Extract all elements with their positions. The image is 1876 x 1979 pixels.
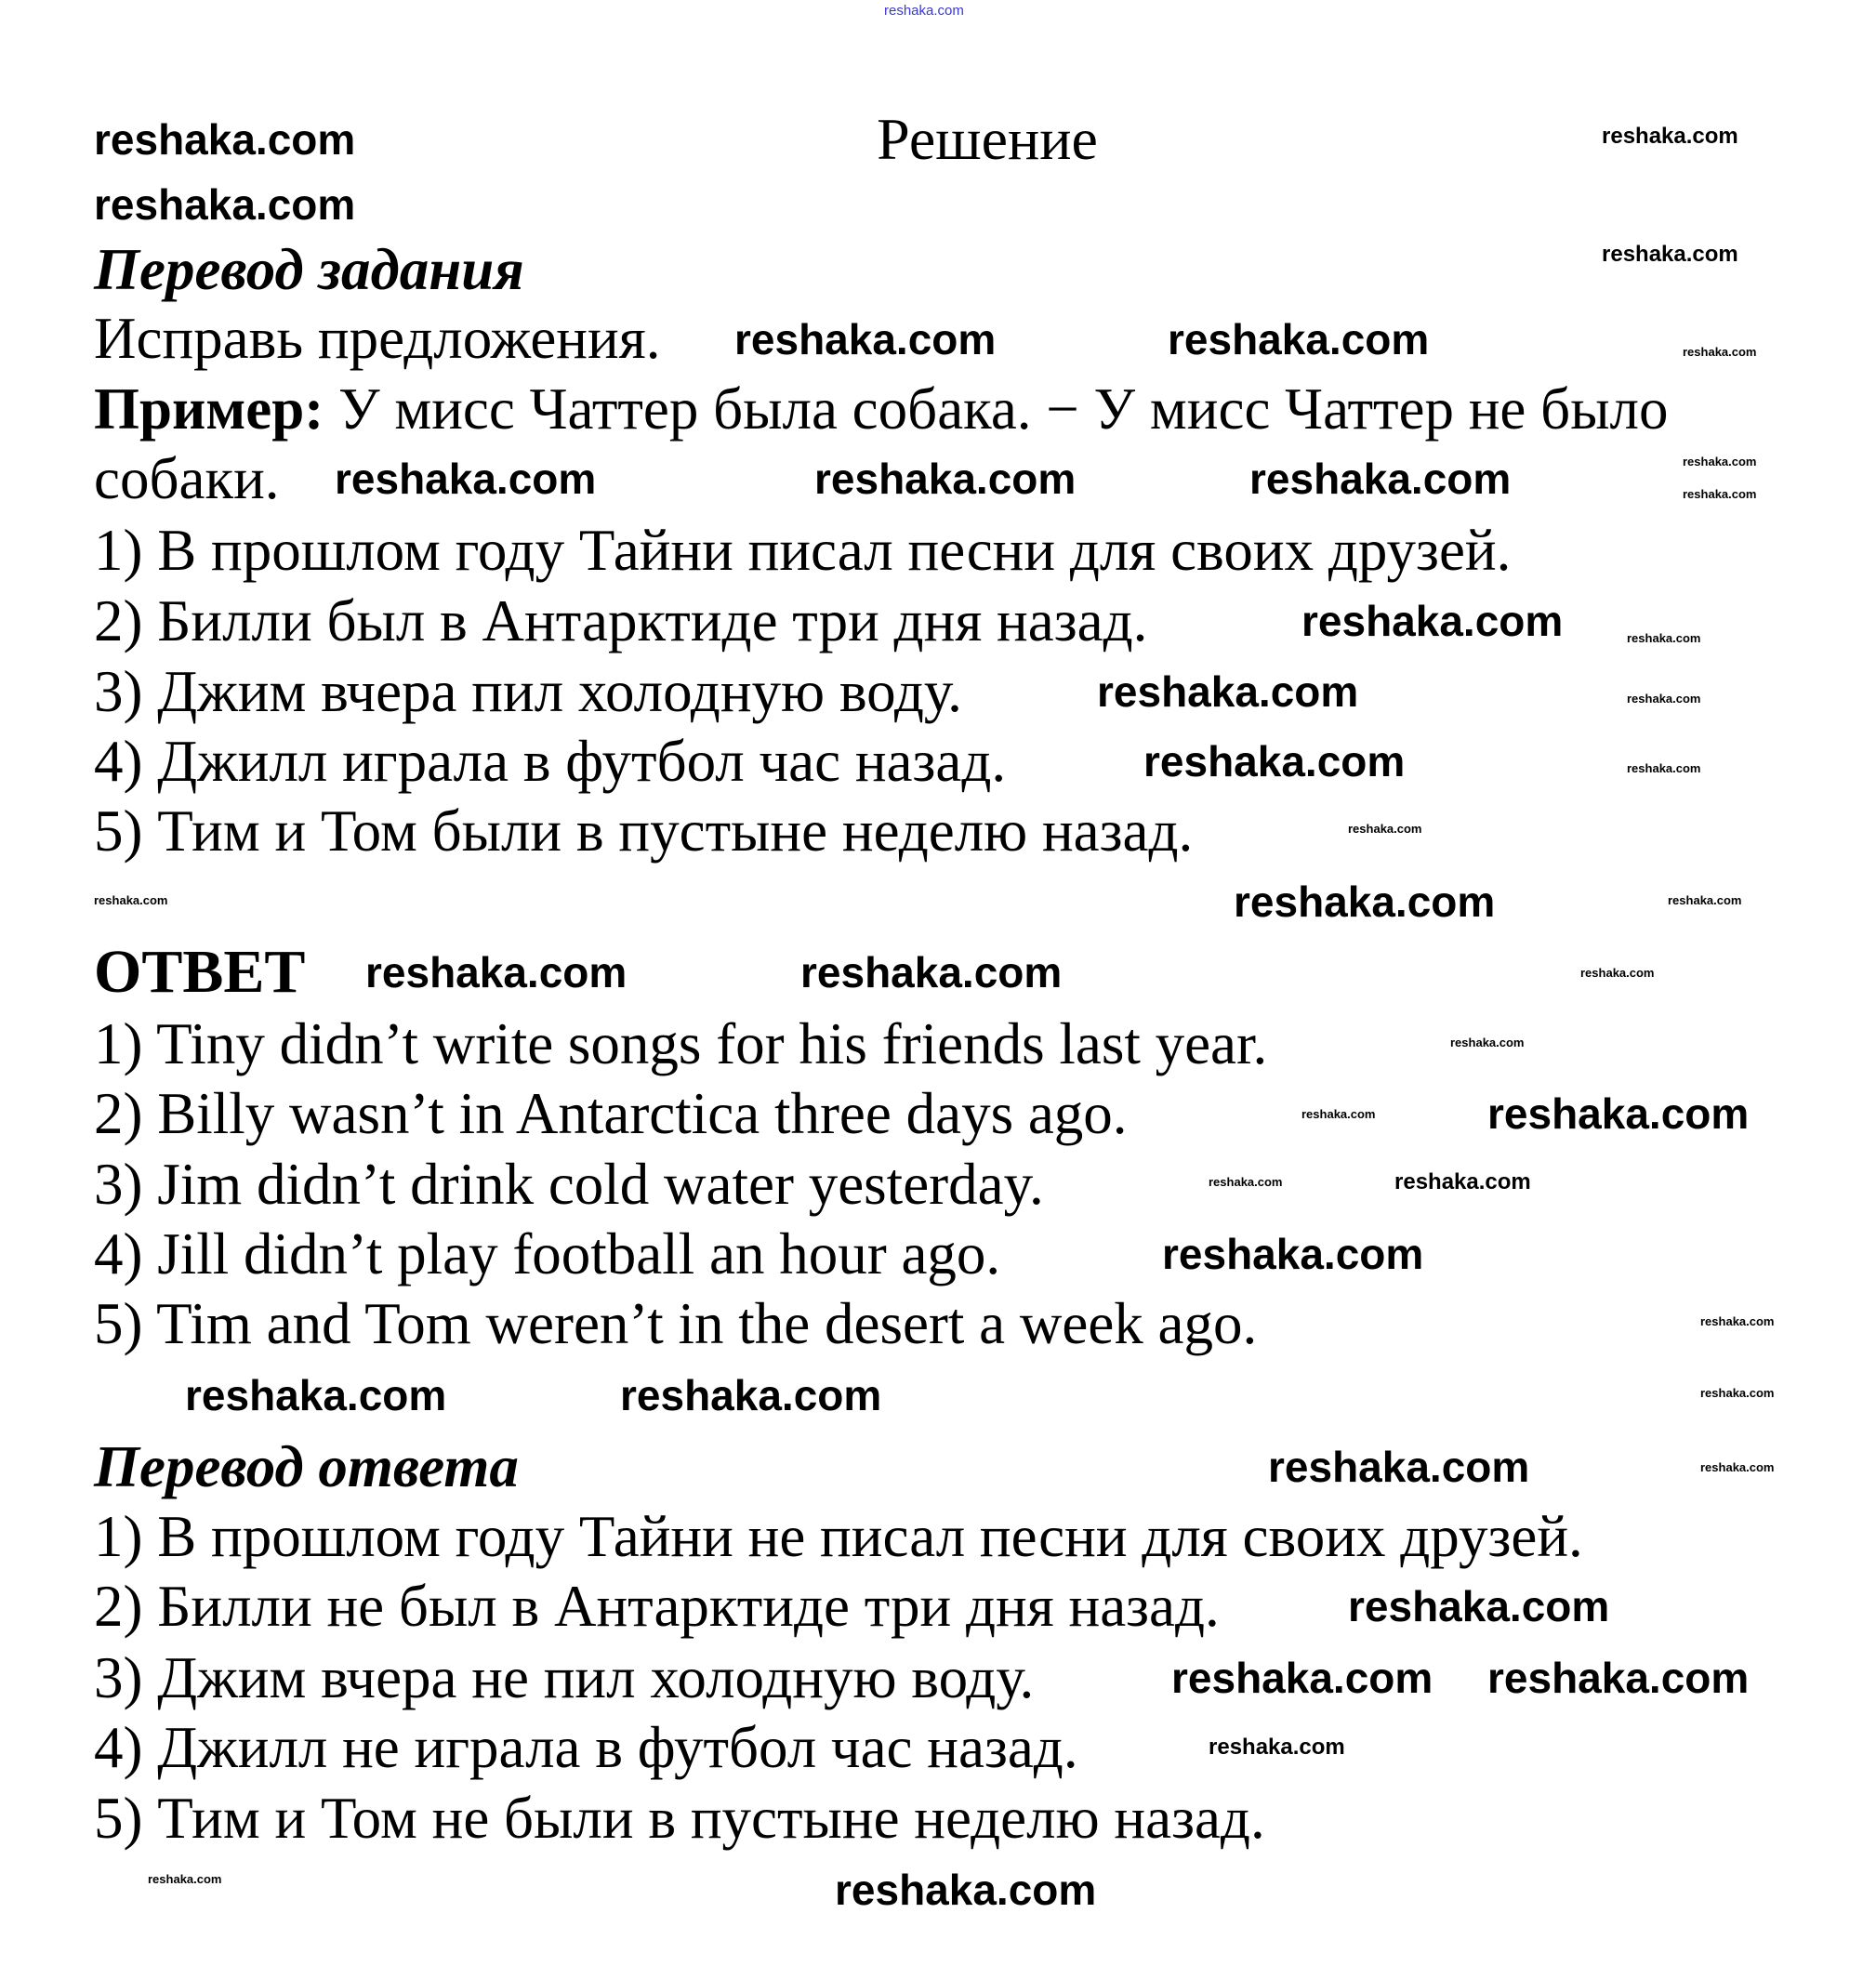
watermark: reshaka.com <box>94 115 356 164</box>
answer-translation-heading: Перевод ответа <box>94 1434 519 1499</box>
example-line-2: собаки. <box>94 446 280 511</box>
translation-item: 3) Джим вчера не пил холодную воду. <box>94 1645 1035 1710</box>
watermark: reshaka.com <box>1627 692 1701 706</box>
watermark: reshaka.com <box>1209 1735 1345 1760</box>
answer-heading: ОТВЕТ <box>94 938 306 1006</box>
watermark: reshaka.com <box>1487 1089 1750 1138</box>
watermark: reshaka.com <box>1683 487 1757 501</box>
watermark: reshaka.com <box>620 1371 882 1419</box>
watermark: reshaka.com <box>1209 1175 1283 1189</box>
watermark: reshaka.com <box>835 1866 1097 1914</box>
watermark: reshaka.com <box>1348 822 1422 836</box>
watermark: reshaka.com <box>1683 455 1757 468</box>
watermark: reshaka.com <box>1700 1460 1775 1474</box>
watermark: reshaka.com <box>1234 877 1496 926</box>
watermark: reshaka.com <box>814 455 1077 503</box>
answer-item: 1) Tiny didn’t write songs for his friends last year. <box>94 1011 1268 1076</box>
watermark: reshaka.com <box>1249 455 1512 503</box>
page-title: Решение <box>877 106 1098 172</box>
watermark: reshaka.com <box>148 1872 222 1886</box>
answer-item: 3) Jim didn’t drink cold water yesterday. <box>94 1152 1044 1217</box>
watermark: reshaka.com <box>1301 1107 1376 1121</box>
watermark: reshaka.com <box>1097 667 1359 716</box>
watermark: reshaka.com <box>1450 1036 1525 1049</box>
example-line <box>94 374 1668 444</box>
watermark: reshaka.com <box>1268 1443 1530 1491</box>
task-instruction: Исправь предложения. <box>94 306 661 371</box>
example-text: У мисс Чаттер была собака. − У мисс Чаттер не было <box>324 376 1669 442</box>
watermark: reshaka.com <box>1627 631 1701 645</box>
watermark: reshaka.com <box>1602 242 1738 267</box>
task-item: 1) В прошлом году Тайни писал песни для своих друзей. <box>94 518 1512 583</box>
watermark: reshaka.com <box>1394 1169 1531 1194</box>
answer-item: 4) Jill didn’t play football an hour ago. <box>94 1221 1001 1286</box>
watermark: reshaka.com <box>734 315 997 363</box>
watermark: reshaka.com <box>335 455 597 503</box>
watermark: reshaka.com <box>94 180 356 229</box>
watermark: reshaka.com <box>1162 1230 1424 1278</box>
watermark: reshaka.com <box>185 1371 447 1419</box>
task-item: 2) Билли был в Антарктиде три дня назад. <box>94 588 1148 653</box>
answer-item: 5) Tim and Tom weren’t in the desert a week ago. <box>94 1291 1258 1356</box>
example-label: Пример: <box>94 376 324 442</box>
watermark: reshaka.com <box>1580 966 1655 980</box>
watermark: reshaka.com <box>1301 597 1564 645</box>
translation-item: 2) Билли не был в Антарктиде три дня назад. <box>94 1574 1220 1639</box>
watermark: reshaka.com <box>1668 893 1742 907</box>
watermark: reshaka.com <box>1348 1582 1610 1630</box>
task-item: 3) Джим вчера пил холодную воду. <box>94 659 962 724</box>
task-item: 5) Тим и Том были в пустыне неделю назад. <box>94 798 1194 864</box>
task-item: 4) Джилл играла в футбол час назад. <box>94 729 1007 794</box>
translation-item: 1) В прошлом году Тайни не писал песни для своих друзей. <box>94 1504 1583 1569</box>
watermark: reshaka.com <box>1143 737 1406 785</box>
watermark: reshaka.com <box>1168 315 1430 363</box>
watermark: reshaka.com <box>1171 1654 1433 1702</box>
watermark: reshaka.com <box>1602 124 1738 149</box>
task-heading: Перевод задания <box>94 237 524 302</box>
answer-item: 2) Billy wasn’t in Antarctica three days ago. <box>94 1081 1128 1146</box>
watermark: reshaka.com <box>1683 345 1757 359</box>
translation-item: 5) Тим и Том не были в пустыне неделю назад. <box>94 1786 1265 1851</box>
watermark: reshaka.com <box>1700 1314 1775 1328</box>
watermark: reshaka.com <box>1487 1654 1750 1702</box>
watermark: reshaka.com <box>365 948 628 996</box>
watermark: reshaka.com <box>884 3 964 19</box>
watermark: reshaka.com <box>1700 1386 1775 1400</box>
watermark: reshaka.com <box>1627 761 1701 775</box>
translation-item: 4) Джилл не играла в футбол час назад. <box>94 1715 1078 1780</box>
watermark: reshaka.com <box>800 948 1063 996</box>
watermark: reshaka.com <box>94 893 168 907</box>
